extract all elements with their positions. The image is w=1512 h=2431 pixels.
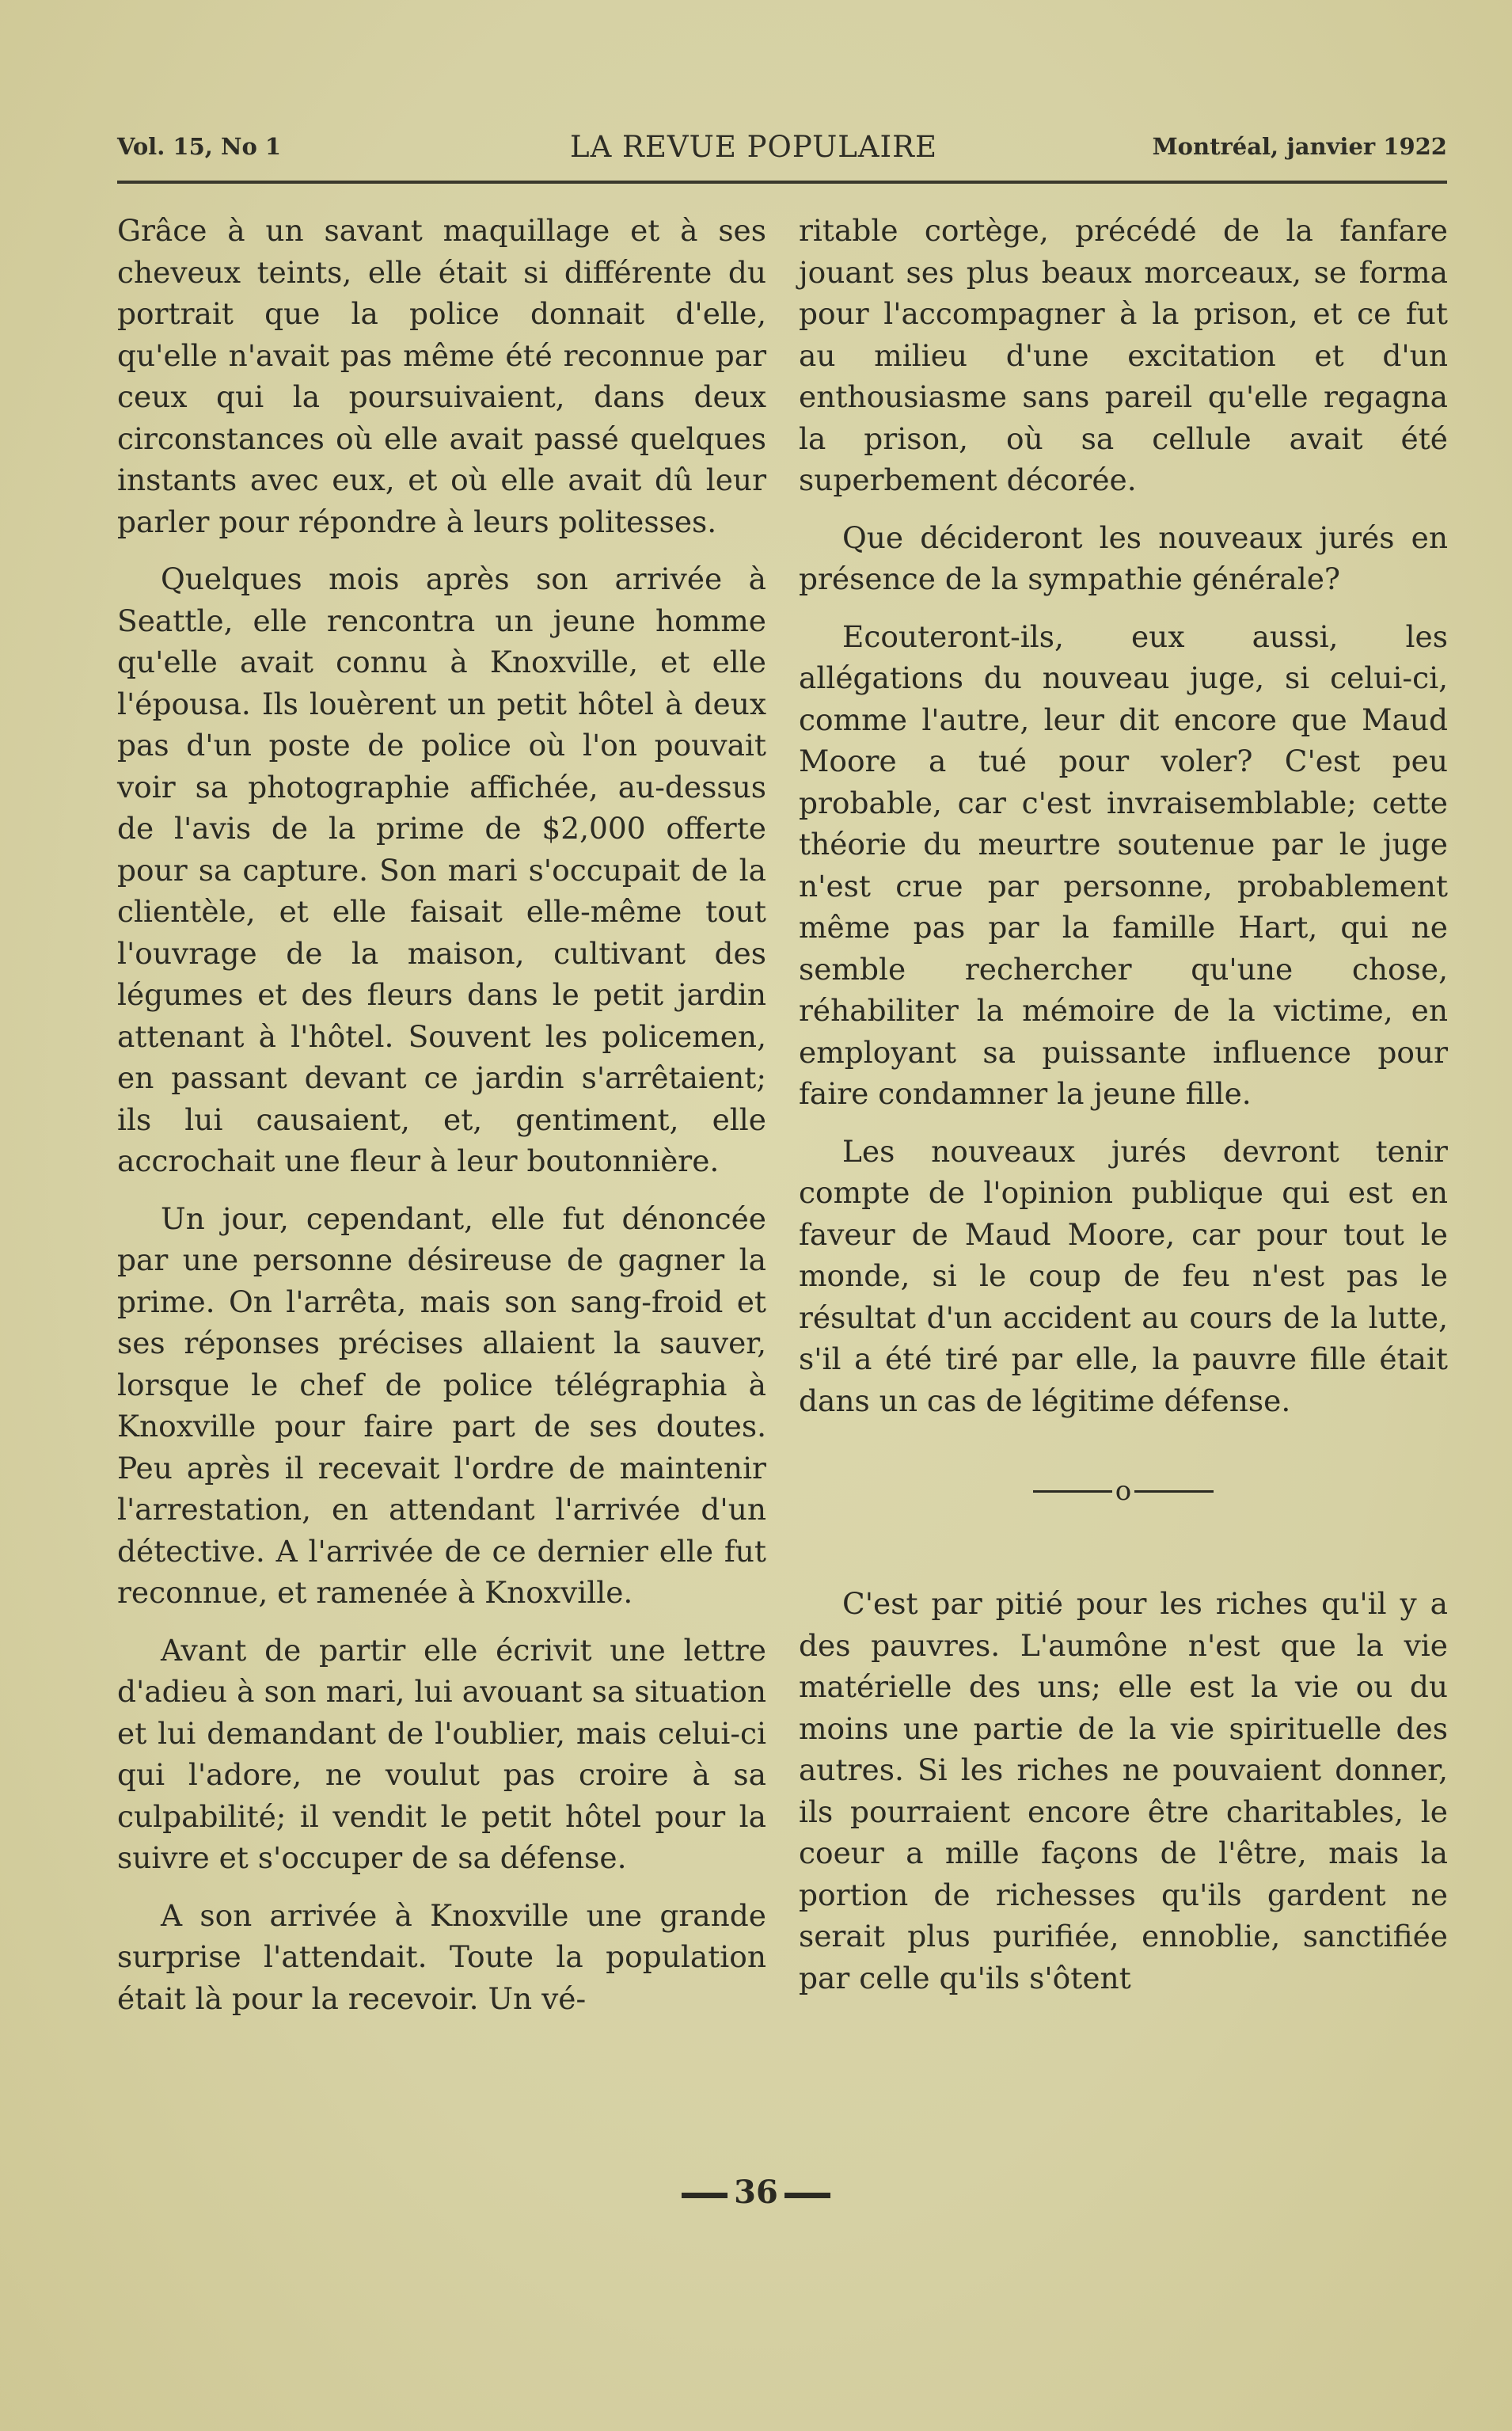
- paragraph: Un jour, cependant, elle fut dénoncée par une personne désireuse de gagner la prime. On l'arrêta, mais son sang-froid et ses réponses précises allaient la sauver, lorsque le chef de police télégraphia à Knoxville pour faire part de ses doutes. Peu après il recevait l'ordre de maintenir l'arrestation, en attendant l'arrivée d'un détective. A l'arrivée de ce dernier elle fut reconnue, et ramenée à Knoxville.: [117, 1200, 766, 1610]
- place-and-date: Montréal, janvier 1922: [1152, 133, 1447, 160]
- volume-number: Vol. 15, No 1: [117, 133, 282, 160]
- separator-mark: o: [1115, 1474, 1132, 1507]
- paragraph: C'est par pitié pour les riches qu'il y a des pauvres. L'aumône n'est que la vie matérielle des uns; elle est la vie ou du moins une partie de la vie spirituelle des autres. Si les riches ne pouvaient donner, ils pourraient encore être charitables, le coeur a mille façons de l'être, mais la portion de richesses qu'ils gardent ne serait plus purifiée, ennoblie, sanctifiée par celle qu'ils s'ôtent: [799, 1586, 1448, 1995]
- right-column: [799, 210, 1448, 2014]
- header-rule: [117, 181, 1447, 184]
- paragraph: Grâce à un savant maquillage et à ses cheveux teints, elle était si différente du portrait que la police donnait d'elle, qu'elle n'avait pas même été reconnue par ceux qui la poursuivaient, dans deux circonstances où elle avait passé quelques instants avec eux, et où elle avait dû leur parler pour répondre à leurs politesses.: [117, 213, 766, 539]
- publication-title: LA REVUE POPULAIRE: [570, 130, 938, 164]
- separator-line: [1134, 1490, 1214, 1493]
- paragraph: ritable cortège, précédé de la fanfare jouant ses plus beaux morceaux, se forma pour l'accompagner à la prison, et ce fut au milieu d'une excitation et d'un enthousiasme sans pareil qu'elle regagna la prison, où sa cellule avait été superbement décorée.: [799, 213, 1448, 497]
- paragraph: Les nouveaux jurés devront tenir compte de l'opinion publique qui est en faveur de Maud Moore, car pour tout le monde, si le coup de feu n'est pas le résultat d'un accident au cours de la lutte, s'il a été tiré par elle, la pauvre fille était dans un cas de légitime défense.: [799, 1133, 1448, 1418]
- footer-dash: [682, 2193, 728, 2198]
- section-separator: [799, 1469, 1448, 1512]
- running-header: [117, 128, 1447, 176]
- paragraph: Quelques mois après son arrivée à Seattle, elle rencontra un jeune homme qu'elle avait connu à Knoxville, et elle l'épousa. Ils louèrent un petit hôtel à deux pas d'un poste de police où l'on pouvait voir sa photographie affichée, au-dessus de l'avis de la prime de $2,000 offerte pour sa capture. Son mari s'occupait de la clientèle, et elle faisait elle-même tout l'ouvrage de la maison, cultivant des légumes et des fleurs dans le petit jardin attenant à l'hôtel. Souvent les policemen, en passant devant ce jardin s'arrêtaient; ils lui causaient, et, gentiment, elle accrochait une fleur à leur boutonnière.: [117, 561, 766, 1178]
- footer-dash: [784, 2193, 830, 2198]
- paragraph: Avant de partir elle écrivit une lettre d'adieu à son mari, lui avouant sa situation et lui demandant de l'oublier, mais celui-ci qui l'adore, ne voulut pas croire à sa culpabilité; il vendit le petit hôtel pour la suivre et s'occuper de sa défense.: [117, 1632, 766, 1875]
- separator-line: [1033, 1490, 1112, 1493]
- page-number: 36: [734, 2174, 778, 2211]
- paragraph: A son arrivée à Knoxville une grande surprise l'attendait. Toute la population était là pour la recevoir. Un vé-: [117, 1897, 766, 2016]
- page-footer: [0, 2174, 1512, 2211]
- paragraph: Ecouteront-ils, eux aussi, les allégations du nouveau juge, si celui-ci, comme l'autre, leur dit encore que Maud Moore a tué pour voler? C'est peu probable, car c'est invraisemblable; cette théorie du meurtre soutenue par le juge n'est crue par personne, probablement même pas par la famille Hart, qui ne semble rechercher qu'une chose, réhabiliter la mémoire de la victime, en employant sa puissante influence pour faire condamner la jeune fille.: [799, 618, 1448, 1111]
- left-column: [117, 210, 766, 2035]
- paragraph: Que décideront les nouveaux jurés en présence de la sympathie générale?: [799, 519, 1448, 596]
